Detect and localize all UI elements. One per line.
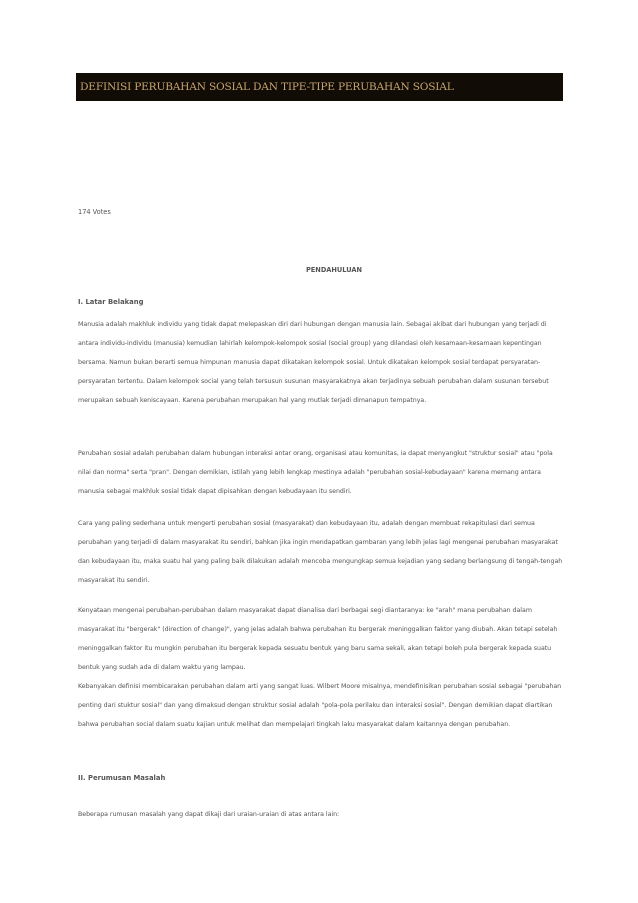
section-heading-problem: II. Perumusan Masalah xyxy=(78,774,166,782)
paragraph-2 xyxy=(78,444,566,501)
paragraph-4 xyxy=(78,601,566,677)
paragraph-line: Perubahan sosial adalah perubahan dalam hubungan interaksi antar orang, organisasi atau komunitas, ia dapat menyangkut "struktur sosial" atau "pola xyxy=(78,450,553,457)
paragraph-line: merupakan sebuah keniscayaan. Karena perubahan merupakan hal yang mutlak terjadi dimanapun tempatnya. xyxy=(78,397,427,404)
paragraph-line: masyarakat itu "bergerak" (direction of change)", yang jelas adalah bahwa perubahan itu bergerak meninggalkan faktor yang diubah. Akan tetapi setelah xyxy=(78,626,558,633)
paragraph-line: Manusia adalah makhluk individu yang tidak dapat melepaskan diri dari hubungan dengan manusia lain. Sebagai akibat dari hubungan yang terjadi di xyxy=(78,321,547,328)
paragraph-line: persyaratan tertentu. Dalam kelompok social yang telah tersusun susunan masyarakatnya akan terjadinya sebuah perubahan dalam susunan tersebut xyxy=(78,378,549,385)
paragraph-line: masyarakat itu sendiri. xyxy=(78,577,150,584)
paragraph-line: dan kebudayaan itu, maka suatu hal yang paling baik dilakukan adalah mencoba mengungkap semua kejadian yang sedang berlangsung di tengah-tengah xyxy=(78,558,563,565)
paragraph-line: Kebanyakan definisi membicarakan perubahan dalam arti yang sangat luas. Wilbert Moore misalnya, mendefinisikan perubahan sosial sebagai "perubahan xyxy=(78,683,562,690)
paragraph-6 xyxy=(78,805,566,824)
document-title: DEFINISI PERUBAHAN SOSIAL DAN TIPE-TIPE PERUBAHAN SOSIAL xyxy=(80,81,454,93)
paragraph-1 xyxy=(78,315,566,410)
paragraph-line: nilai dan norma" serta "pran". Dengan demikian, istilah yang lebih lengkap mestinya adalah "perubahan sosial-kebudayaan" karena memang antara xyxy=(78,469,541,476)
paragraph-line: bentuk yang sudah ada di dalam waktu yang lampau. xyxy=(78,664,246,671)
paragraph-line: perubahan yang terjadi di dalam masyarakat itu sendiri, bahkan jika ingin mendapatkan gambaran yang lebih jelas lagi mengenai perubahan masyarakat xyxy=(78,539,558,546)
paragraph-line: Beberapa rumusan masalah yang dapat dikaji dari uraian-uraian di atas antara lain: xyxy=(78,811,340,818)
section-heading-background: I. Latar Belakang xyxy=(78,298,144,306)
paragraph-line: Cara yang paling sederhana untuk mengerti perubahan sosial (masyarakat) dan kebudayaan itu, adalah dengan membuat rekapitulasi dari semua xyxy=(78,520,535,527)
paragraph-line: bahwa perubahan social dalam suatu kajian untuk melihat dan mempelajari tingkah laku masyarakat dalam kaitannya dengan perubahan. xyxy=(78,721,511,728)
paragraph-line: Kenyataan mengenai perubahan-perubahan dalam masyarakat dapat dianalisa dari berbagai segi diantaranya: ke "arah" mana perubahan dalam xyxy=(78,607,532,614)
paragraph-line: manusia sebagai makhluk sosial tidak dapat dipisahkan dengan kebudayaan itu sendiri. xyxy=(78,488,352,495)
paragraph-line: bersama. Namun bukan berarti semua himpunan manusia dapat dikatakan kelompok sosial. Untuk dikatakan kelompok sosial terdapat persyaratan- xyxy=(78,359,541,366)
paragraph-line: penting dari stuktur sosial" dan yang dimaksud dengan struktur sosial adalah "pola-pola perilaku dan interaksi sosial". Dengan demikian dapat diartikan xyxy=(78,702,553,709)
intro-heading: PENDAHULUAN xyxy=(305,266,363,274)
votes-count: 174 Votes xyxy=(78,208,111,216)
document-title-bar xyxy=(76,73,563,101)
paragraph-line: antara individu-individu (manusia) kemudian lahirlah kelompok-kelompok sosial (social group) yang dilandasi oleh kesamaan-kesamaan kepentingan xyxy=(78,340,542,347)
paragraph-line: meninggalkan faktor itu mungkin perubahan itu bergerak kepada sesuatu bentuk yang baru sama sekali, akan tetapi boleh pula bergerak kepada suatu xyxy=(78,645,552,652)
paragraph-5 xyxy=(78,677,566,734)
paragraph-3 xyxy=(78,514,566,590)
